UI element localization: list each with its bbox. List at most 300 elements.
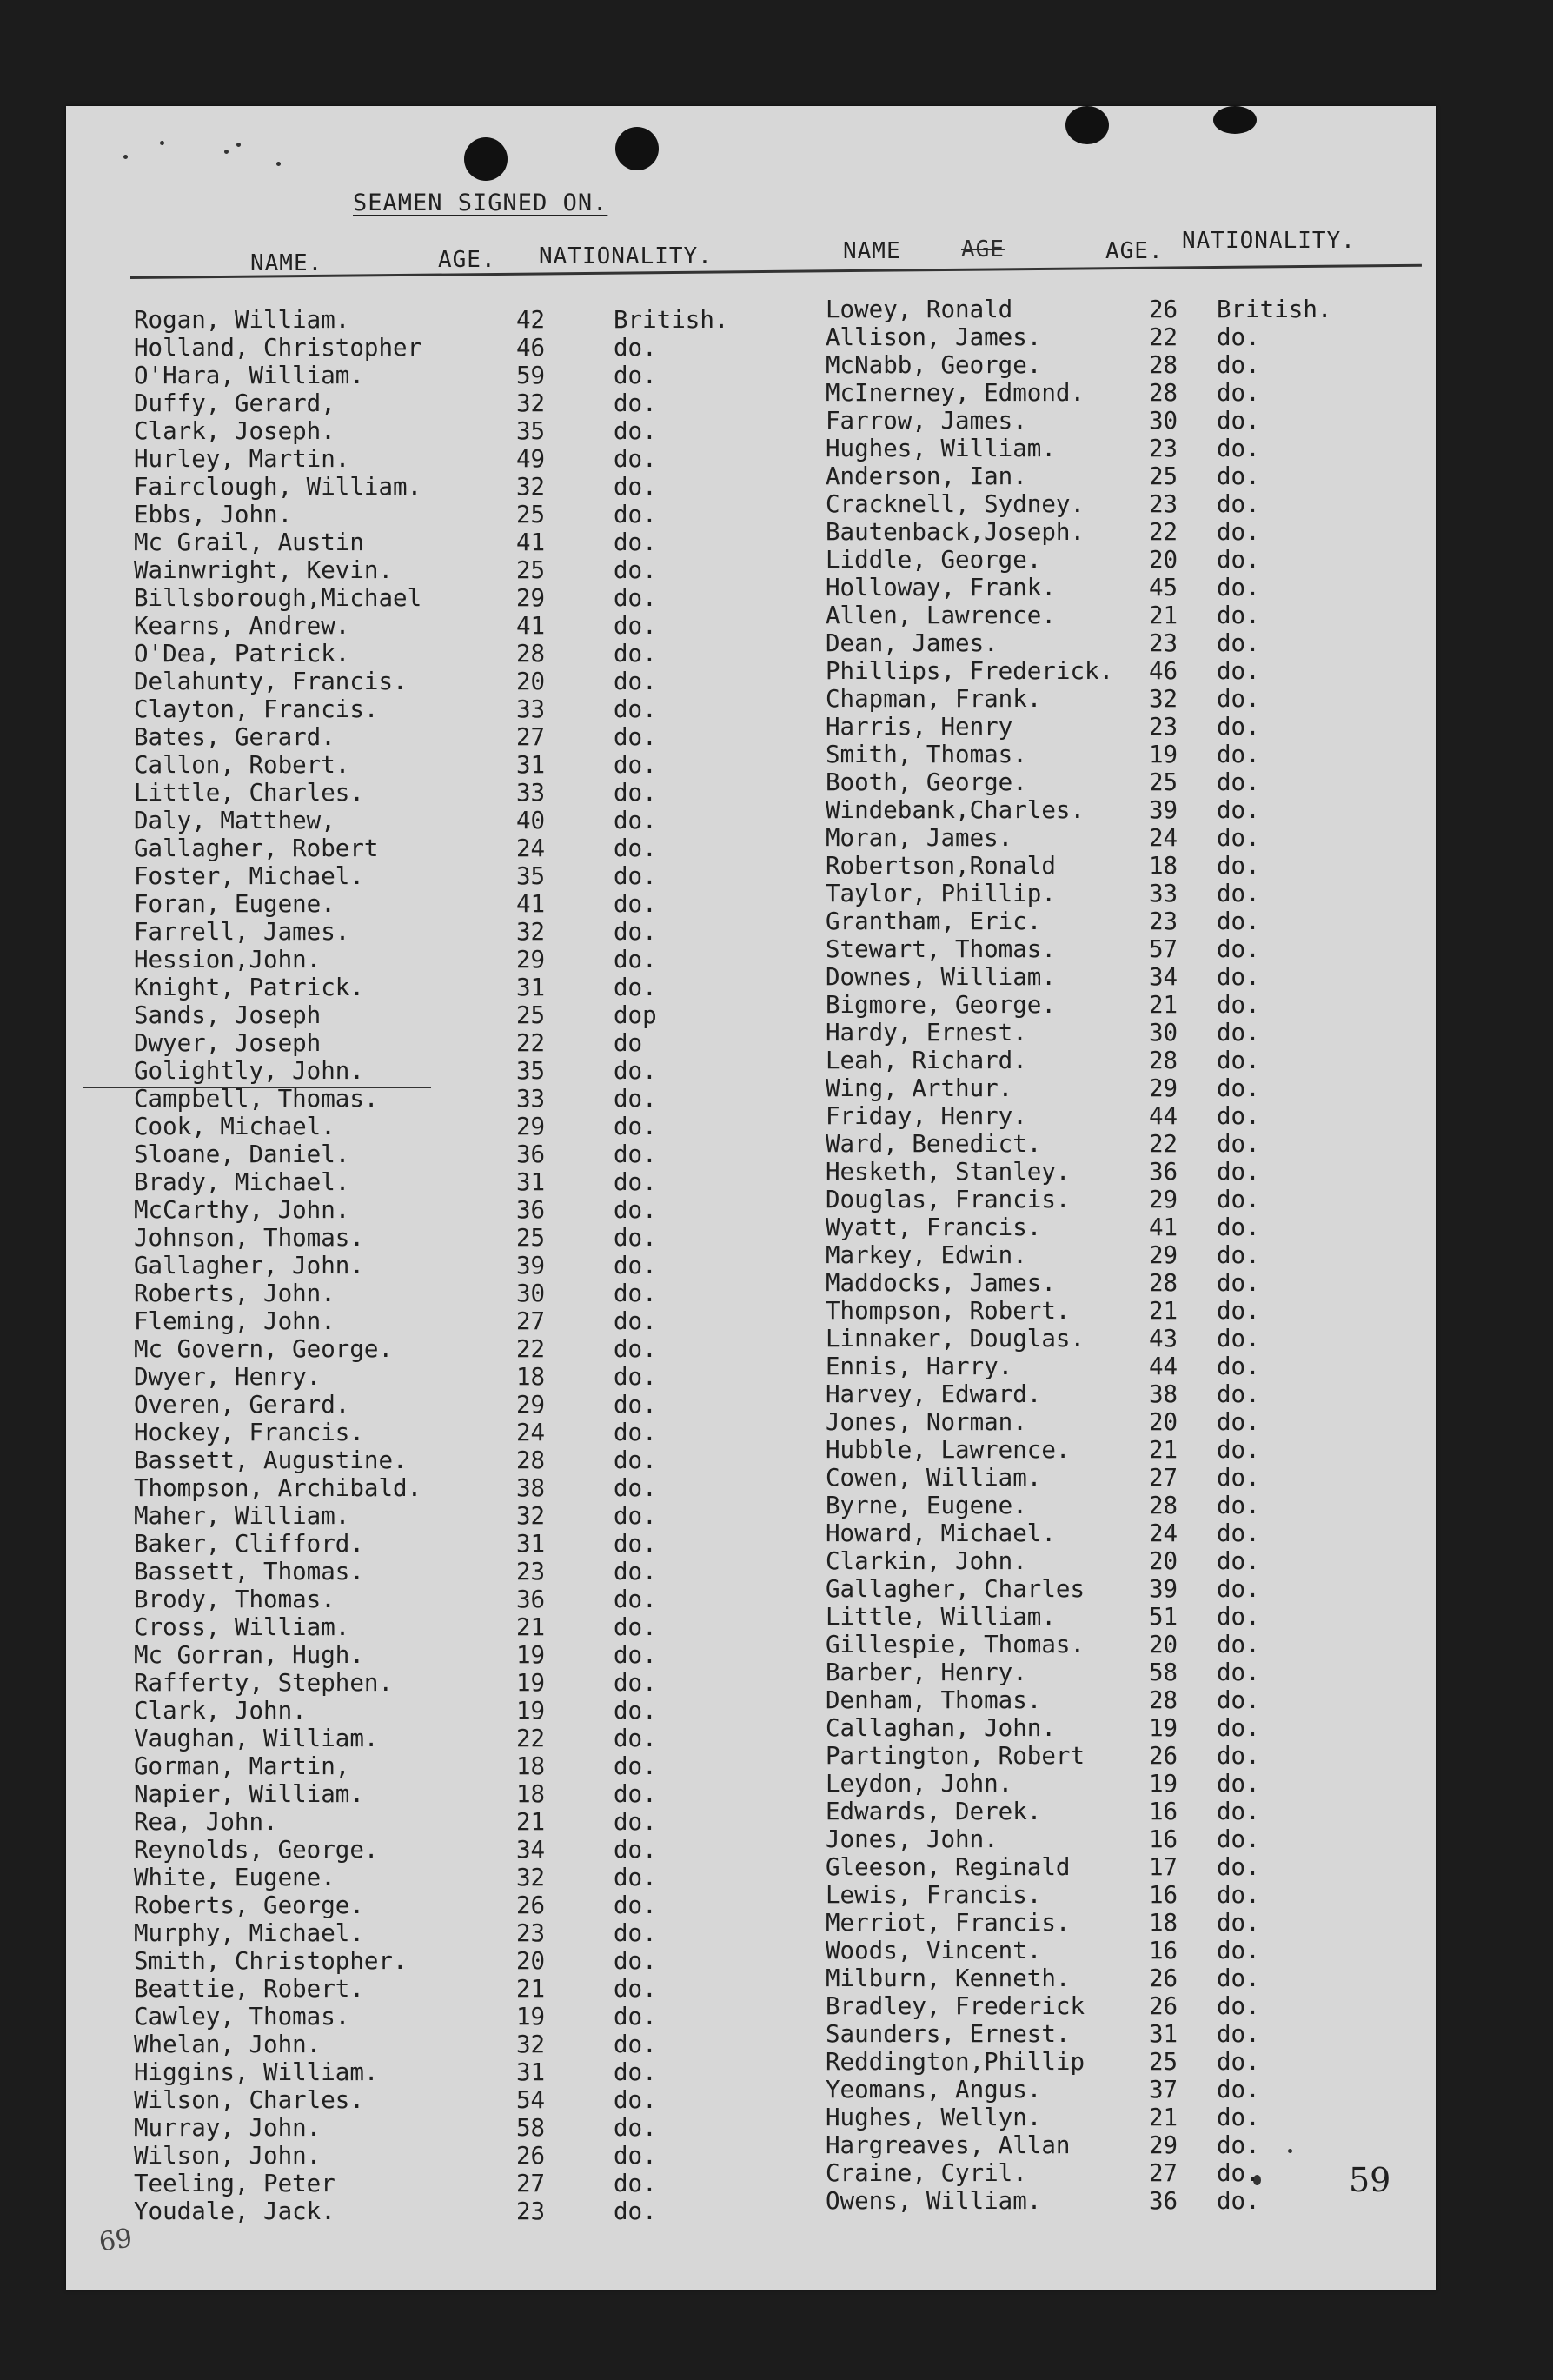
crew-name: Gallagher, Robert [134,834,379,862]
crew-name: Hughes, William. [826,435,1056,462]
crew-nationality: do. [1217,935,1260,963]
crew-name: Youdale, Jack. [134,2197,335,2225]
crew-name: Higgins, William. [134,2058,379,2086]
crew-age: 31 [1149,2020,1178,2048]
crew-name: Clarkin, John. [826,1547,1027,1575]
crew-name: Yeomans, Angus. [826,2076,1042,2104]
crew-name: Cross, William. [134,1613,350,1641]
crew-row [134,417,753,445]
crew-name: Merriot, Francis. [826,1909,1071,1937]
crew-row [826,907,1356,935]
crew-name: Vaughan, William. [134,1725,379,1752]
crew-nationality: do. [1217,852,1260,880]
crew-name: Gleeson, Reginald [826,1853,1071,1881]
crew-nationality: do. [614,2142,657,2170]
crew-row [826,1297,1356,1325]
crew-nationality: do. [1217,1047,1260,1074]
crew-row [826,546,1356,574]
crew-name: Foran, Eugene. [134,890,335,918]
crew-age: 41 [1149,1213,1178,1241]
crew-name: Holland, Christopher [134,334,422,362]
crew-age: 54 [516,2086,546,2114]
crew-name: Bassett, Thomas. [134,1558,364,1586]
crew-name: Overen, Gerard. [134,1391,350,1419]
crew-age: 27 [516,723,546,751]
crew-name: Bautenback,Joseph. [826,518,1085,546]
crew-name: Farrell, James. [134,918,350,946]
crew-row [826,1047,1356,1074]
crew-row [826,2159,1356,2187]
crew-nationality: do. [614,1808,657,1836]
crew-age: 21 [1149,1436,1178,1464]
crew-name: Bigmore, George. [826,991,1056,1019]
crew-name: Partington, Robert [826,1742,1085,1770]
crew-row [826,2048,1356,2076]
crew-age: 28 [1149,1492,1178,1519]
crew-nationality: do. [614,862,657,890]
crew-age: 19 [516,2003,546,2031]
crew-name: Douglas, Francis. [826,1186,1071,1213]
crew-nationality: do. [614,417,657,445]
crew-nationality: do. [1217,1631,1260,1659]
crew-row [134,445,753,473]
crew-nationality: do. [614,1975,657,2003]
crew-age: 20 [516,668,546,695]
crew-name: Dean, James. [826,629,999,657]
crew-nationality: do. [1217,1659,1260,1686]
crew-nationality: do. [614,1363,657,1391]
crew-row [134,1057,753,1085]
crew-row [826,1241,1356,1269]
crew-row [826,1631,1356,1659]
crew-nationality: do. [1217,1269,1260,1297]
crew-age: 19 [1149,741,1178,768]
crew-nationality: do. [614,1752,657,1780]
crew-nationality: do. [614,1697,657,1725]
right-header-name: NAME [843,238,901,264]
crew-name: Clayton, Francis. [134,695,379,723]
crew-age: 22 [1149,1130,1178,1158]
crew-row [826,1408,1356,1436]
crew-age: 34 [516,1836,546,1864]
crew-age: 23 [1149,629,1178,657]
crew-row [134,2031,753,2058]
crew-nationality: do. [614,1057,657,1085]
crew-row [134,807,753,834]
crew-nationality: do. [614,640,657,668]
crew-nationality: do. [614,2058,657,2086]
crew-nationality: do. [1217,824,1260,852]
crew-row [826,1909,1356,1937]
crew-name: Duffy, Gerard, [134,389,335,417]
crew-nationality: do. [1217,1464,1260,1492]
crew-row [826,2187,1356,2215]
crew-nationality: do. [614,779,657,807]
crew-nationality: do. [1217,1436,1260,1464]
crew-age: 35 [516,417,546,445]
crew-row [134,1613,753,1641]
crew-row [134,834,753,862]
crew-name: Markey, Edwin. [826,1241,1027,1269]
crew-age: 32 [516,389,546,417]
crew-row [826,991,1356,1019]
crew-age: 23 [1149,907,1178,935]
crew-row [826,2104,1356,2131]
crew-nationality: do. [1217,1547,1260,1575]
crew-name: Foster, Michael. [134,862,364,890]
crew-name: Brady, Michael. [134,1168,350,1196]
crew-age: 20 [1149,546,1178,574]
crew-age: 29 [1149,1241,1178,1269]
crew-row [134,1836,753,1864]
crew-name: Little, William. [826,1603,1056,1631]
crew-nationality: do. [614,2003,657,2031]
crew-nationality: do [614,1029,643,1057]
crew-age: 18 [1149,1909,1178,1937]
crew-row [826,1937,1356,1964]
crew-row [826,1353,1356,1380]
punch-hole [1065,106,1109,144]
crew-row [134,389,753,417]
crew-age: 21 [1149,2104,1178,2131]
crew-age: 58 [1149,1659,1178,1686]
crew-name: Gillespie, Thomas. [826,1631,1085,1659]
crew-age: 39 [1149,1575,1178,1603]
crew-name: Hubble, Lawrence. [826,1436,1071,1464]
crew-name: Craine, Cyril. [826,2159,1027,2187]
crew-nationality: do. [1217,1492,1260,1519]
crew-age: 32 [516,1864,546,1891]
crew-nationality: do. [1217,685,1260,713]
ink-speck [236,143,241,147]
left-header-age: AGE. [438,247,496,273]
crew-nationality: do. [614,2114,657,2142]
crew-age: 18 [1149,852,1178,880]
crew-age: 18 [516,1363,546,1391]
crew-name: Gallagher, John. [134,1252,364,1280]
crew-nationality: do. [1217,1186,1260,1213]
crew-age: 35 [516,1057,546,1085]
crew-name: Anderson, Ian. [826,462,1027,490]
crew-row [134,473,753,501]
crew-nationality: do. [1217,991,1260,1019]
crew-row [134,1697,753,1725]
crew-nationality: do. [614,1530,657,1558]
crew-row [826,2131,1356,2159]
crew-row [134,2197,753,2225]
crew-name: Clark, Joseph. [134,417,335,445]
crew-name: Mc Gorran, Hugh. [134,1641,364,1669]
crew-name: Farrow, James. [826,407,1027,435]
crew-age: 31 [516,751,546,779]
crew-name: Reynolds, George. [134,1836,379,1864]
crew-row [826,741,1356,768]
crew-name: Smith, Thomas. [826,741,1027,768]
crew-row [134,556,753,584]
crew-age: 25 [516,556,546,584]
crew-age: 46 [1149,657,1178,685]
crew-row [134,1919,753,1947]
crew-nationality: do. [614,1252,657,1280]
crew-row [826,462,1356,490]
crew-nationality: do. [1217,741,1260,768]
ink-speck [123,155,128,159]
crew-age: 57 [1149,935,1178,963]
crew-age: 41 [516,612,546,640]
crew-nationality: do. [1217,629,1260,657]
crew-name: Mc Govern, George. [134,1335,394,1363]
crew-name: Cook, Michael. [134,1113,335,1140]
crew-nationality: do. [614,1085,657,1113]
crew-nationality: do. [614,946,657,974]
crew-age: 19 [516,1669,546,1697]
crew-age: 27 [516,2170,546,2197]
crew-row [134,1252,753,1280]
crew-row [134,974,753,1001]
crew-row [134,1196,753,1224]
crew-row [134,1780,753,1808]
crew-row [134,1419,753,1446]
crew-name: Hurley, Martin. [134,445,350,473]
crew-row [134,1113,753,1140]
crew-name: Delahunty, Francis. [134,668,408,695]
crew-name: Maher, William. [134,1502,350,1530]
crew-name: Hardy, Ernest. [826,1019,1027,1047]
crew-nationality: do. [1217,379,1260,407]
crew-name: Wainwright, Kevin. [134,556,394,584]
crew-name: Rea, John. [134,1808,278,1836]
crew-age: 32 [516,1502,546,1530]
crew-row [826,1102,1356,1130]
crew-name: Fairclough, William. [134,473,422,501]
crew-nationality: do. [614,501,657,529]
ink-speck [160,141,164,145]
crew-age: 28 [1149,351,1178,379]
crew-row [826,1881,1356,1909]
crew-age: 31 [516,2058,546,2086]
crew-name: Clark, John. [134,1697,307,1725]
crew-row [134,1280,753,1307]
crew-row [826,880,1356,907]
crew-nationality: do. [1217,2187,1260,2215]
crew-nationality: do. [614,1196,657,1224]
crew-name: Owens, William. [826,2187,1042,2215]
crew-row [826,1464,1356,1492]
crew-nationality: do. [614,1613,657,1641]
crew-age: 26 [1149,1742,1178,1770]
crew-age: 59 [516,362,546,389]
crew-nationality: do. [1217,1825,1260,1853]
crew-row [134,1669,753,1697]
crew-age: 16 [1149,1937,1178,1964]
crew-age: 37 [1149,2076,1178,2104]
crew-age: 36 [516,1586,546,1613]
crew-row [826,852,1356,880]
crew-name: McCarthy, John. [134,1196,350,1224]
crew-nationality: do. [614,1641,657,1669]
crew-row [826,657,1356,685]
crew-row [826,2020,1356,2048]
crew-nationality: do. [1217,1408,1260,1436]
crew-row [134,640,753,668]
crew-name: Gallagher, Charles [826,1575,1085,1603]
crew-row [134,1864,753,1891]
crew-row [134,1168,753,1196]
crew-name: Lowey, Ronald [826,296,1013,323]
crew-nationality: do. [614,2086,657,2114]
crew-name: Allison, James. [826,323,1042,351]
crew-age: 28 [516,1446,546,1474]
crew-row [826,1686,1356,1714]
crew-name: Rafferty, Stephen. [134,1669,394,1697]
crew-nationality: do. [614,1919,657,1947]
crew-name: Wilson, Charles. [134,2086,364,2114]
crew-row [826,1380,1356,1408]
crew-nationality: do. [614,695,657,723]
crew-name: Windebank,Charles. [826,796,1085,824]
crew-name: Ward, Benedict. [826,1130,1042,1158]
crew-name: Dwyer, Henry. [134,1363,322,1391]
crew-name: Callon, Robert. [134,751,350,779]
crew-name: Little, Charles. [134,779,364,807]
crew-age: 24 [1149,1519,1178,1547]
crew-name: Fleming, John. [134,1307,335,1335]
crew-age: 44 [1149,1353,1178,1380]
crew-name: Baker, Clifford. [134,1530,364,1558]
crew-age: 39 [516,1252,546,1280]
crew-nationality: do. [614,473,657,501]
crew-row [826,574,1356,602]
crew-row [826,323,1356,351]
crew-nationality: do. [1217,1297,1260,1325]
crew-name: Cracknell, Sydney. [826,490,1085,518]
crew-nationality: do. [1217,1770,1260,1798]
crew-nationality: do. [614,1725,657,1752]
crew-age: 23 [1149,490,1178,518]
crew-nationality: do. [1217,2159,1260,2187]
left-crew-list [134,306,753,2225]
crew-age: 20 [1149,1547,1178,1575]
crew-age: 22 [1149,518,1178,546]
crew-row [134,529,753,556]
crew-name: Knight, Patrick. [134,974,364,1001]
crew-row [134,362,753,389]
crew-nationality: do. [1217,1158,1260,1186]
crew-nationality: do. [1217,351,1260,379]
crew-row [134,1085,753,1113]
crew-nationality: do. [614,1280,657,1307]
crew-row [134,2114,753,2142]
crew-row [134,2058,753,2086]
crew-nationality: do. [614,389,657,417]
crew-row [134,501,753,529]
crew-row [134,1363,753,1391]
crew-age: 49 [516,445,546,473]
punch-hole [1213,106,1257,134]
crew-age: 33 [516,1085,546,1113]
crew-age: 41 [516,890,546,918]
crew-age: 32 [1149,685,1178,713]
crew-name: Reddington,Phillip [826,2048,1085,2076]
crew-age: 20 [1149,1408,1178,1436]
crew-age: 25 [516,1001,546,1029]
crew-age: 16 [1149,1825,1178,1853]
crew-nationality: do. [614,1558,657,1586]
crew-age: 28 [1149,1047,1178,1074]
crew-name: Beattie, Robert. [134,1975,364,2003]
crew-name: Harris, Henry [826,713,1013,741]
crew-age: 28 [1149,1269,1178,1297]
crew-age: 29 [516,1113,546,1140]
crew-nationality: do. [1217,713,1260,741]
crew-row [826,1964,1356,1992]
crew-age: 28 [1149,379,1178,407]
page-title: SEAMEN SIGNED ON. [353,189,608,216]
crew-row [134,1975,753,2003]
crew-age: 33 [516,695,546,723]
crew-row [826,768,1356,796]
crew-age: 19 [1149,1770,1178,1798]
crew-name: Whelan, John. [134,2031,322,2058]
crew-nationality: do. [1217,1603,1260,1631]
crew-age: 23 [516,2197,546,2225]
crew-age: 32 [516,2031,546,2058]
crew-name: Golightly, John. [134,1057,364,1085]
crew-name: Linnaker, Douglas. [826,1325,1085,1353]
crew-row [826,1992,1356,2020]
crew-name: Robertson,Ronald [826,852,1056,880]
crew-name: Kearns, Andrew. [134,612,350,640]
crew-nationality: do. [614,1502,657,1530]
crew-row [134,779,753,807]
crew-row [134,723,753,751]
crew-nationality: do. [1217,2104,1260,2131]
crew-nationality: do. [614,1474,657,1502]
crew-nationality: do. [614,834,657,862]
crew-age: 23 [1149,713,1178,741]
crew-nationality: do. [614,1446,657,1474]
crew-name: Liddle, George. [826,546,1042,574]
crew-row [826,1575,1356,1603]
crew-name: Leah, Richard. [826,1047,1027,1074]
crew-name: Murphy, Michael. [134,1919,364,1947]
left-header-nationality: NATIONALITY. [539,243,713,269]
crew-nationality: do. [1217,518,1260,546]
crew-age: 30 [516,1280,546,1307]
crew-age: 18 [516,1780,546,1808]
crew-age: 51 [1149,1603,1178,1631]
crew-name: Downes, William. [826,963,1056,991]
crew-row [134,334,753,362]
crew-age: 31 [516,974,546,1001]
crew-age: 33 [516,779,546,807]
crew-row [826,935,1356,963]
crew-nationality: do. [614,334,657,362]
crew-nationality: do. [1217,574,1260,602]
crew-nationality: do. [614,445,657,473]
crew-name: Lewis, Francis. [826,1881,1042,1909]
crew-age: 25 [516,501,546,529]
crew-row [826,1213,1356,1241]
crew-nationality: do. [1217,1798,1260,1825]
crew-nationality: do. [1217,602,1260,629]
crew-age: 29 [516,1391,546,1419]
crew-name: McNabb, George. [826,351,1042,379]
crew-row [826,1436,1356,1464]
crew-row [134,668,753,695]
crew-nationality: do. [1217,490,1260,518]
crew-row [134,918,753,946]
